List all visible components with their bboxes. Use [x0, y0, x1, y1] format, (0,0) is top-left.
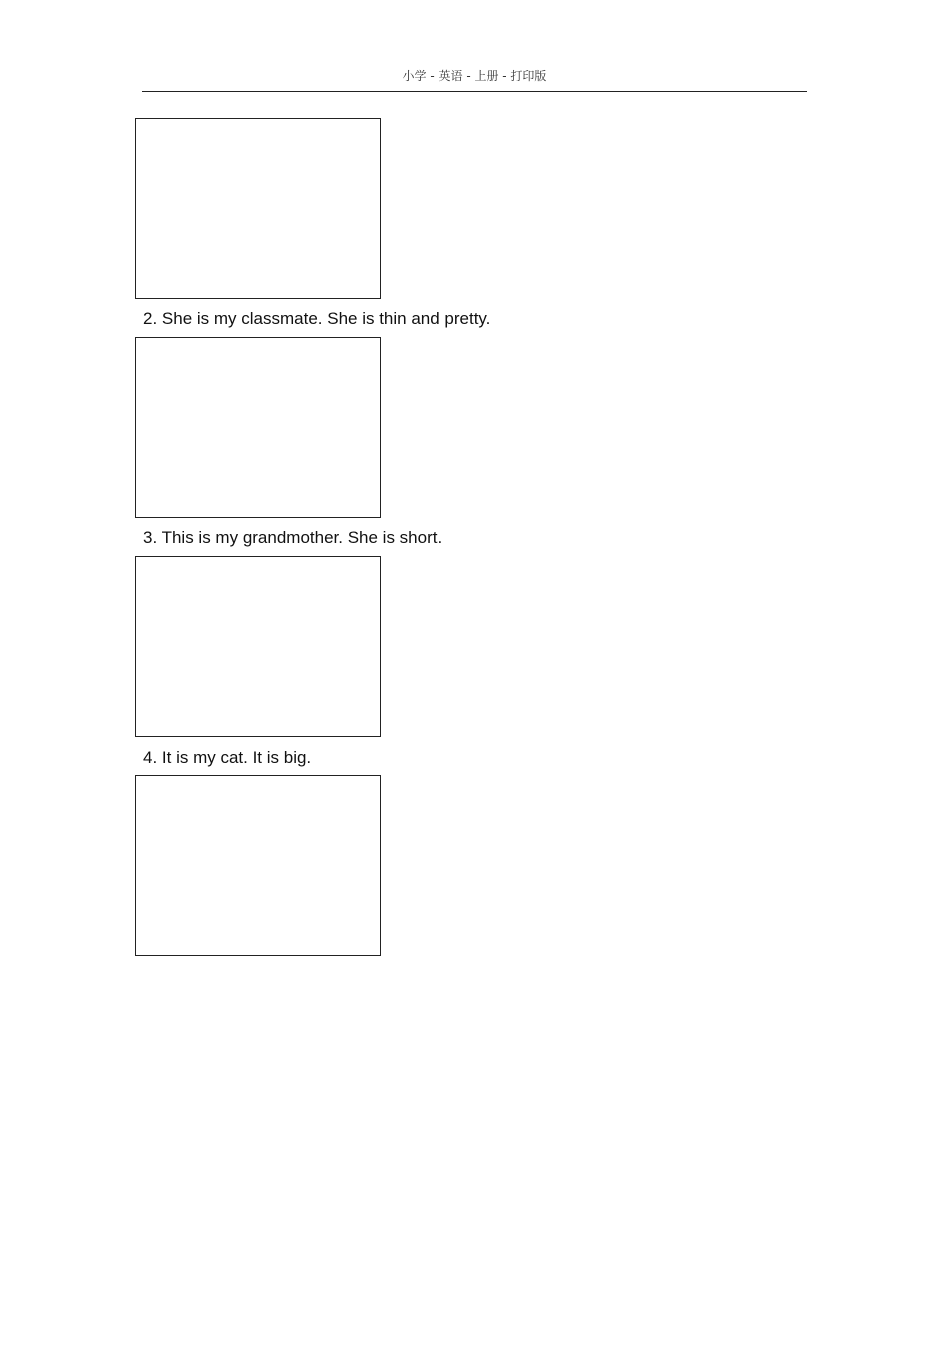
sentence-4: 4. It is my cat. It is big.: [143, 748, 312, 767]
sentence-2: 2. She is my classmate. She is thin and pretty.: [143, 309, 491, 328]
header-title: 小学 - 英语 - 上册 - 打印版: [402, 69, 547, 83]
drawing-box-4[interactable]: [135, 775, 381, 956]
drawing-box-1[interactable]: [135, 118, 381, 299]
page-header: [142, 66, 807, 92]
sentence-3: 3. This is my grandmother. She is short.: [143, 528, 443, 547]
drawing-box-2[interactable]: [135, 337, 381, 518]
drawing-box-3[interactable]: [135, 556, 381, 737]
